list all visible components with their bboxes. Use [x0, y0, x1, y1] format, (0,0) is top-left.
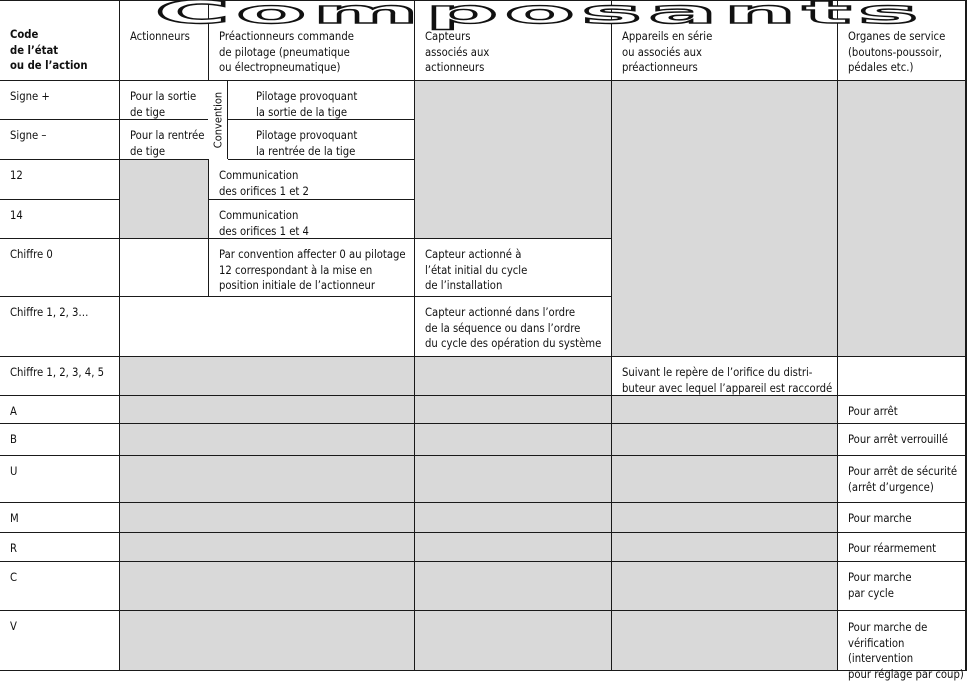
code-chiffre-12345: Chiffre 1, 2, 3, 4, 5: [0, 357, 120, 396]
actprea-gray-B: [120, 424, 415, 456]
convention-label: Convention: [211, 91, 224, 149]
actprea-gray-12345: [120, 357, 415, 396]
organe-V: Pour marche de vérification (intervention pour réglage par coup): [838, 611, 967, 671]
code-C: C: [0, 562, 120, 611]
code-R: R: [0, 533, 120, 562]
preactionneur-signe-plus: Pilotage provoquant la sortie de la tige: [228, 81, 415, 120]
actprea-gray-U: [120, 456, 415, 503]
actprea-gray-V: [120, 611, 415, 671]
header-appareils: Appareils en série ou associés aux préactionneurs: [612, 0, 838, 81]
appareil-gray-U: [612, 456, 838, 503]
capteur-chiffre-123: Capteur actionné dans l’ordre de la séquence ou dans l’ordre du cycle des opération du système: [415, 297, 612, 357]
capteur-gray-M: [415, 503, 612, 533]
organe-C: Pour marche par cycle: [838, 562, 967, 611]
appareil-gray-M: [612, 503, 838, 533]
actionneurs-gray-12-14: [120, 160, 209, 239]
actprea-gray-C: [120, 562, 415, 611]
header-organes: Organes de service (boutons-poussoir, pédales etc.): [838, 0, 967, 81]
appareil-gray-A: [612, 396, 838, 424]
capteur-gray-12345: [415, 357, 612, 396]
code-U: U: [0, 456, 120, 503]
capteur-gray-C: [415, 562, 612, 611]
capteurs-gray-top: [415, 81, 612, 239]
actionneur-signe-plus: Pour la sortie de tige: [120, 81, 209, 120]
appareils-gray-top: [612, 81, 838, 357]
code-M: M: [0, 503, 120, 533]
code-V: V: [0, 611, 120, 671]
capteur-gray-A: [415, 396, 612, 424]
code-chiffre-0: Chiffre 0: [0, 239, 120, 297]
capteur-gray-U: [415, 456, 612, 503]
banner-title: Composants: [155, 0, 925, 31]
actprea-gray-A: [120, 396, 415, 424]
preactionneur-signe-moins: Pilotage provoquant la rentrée de la tige: [228, 120, 415, 160]
code-12: 12: [0, 160, 120, 200]
appareil-chiffre-12345: Suivant le repère de l’orifice du distri- buteur avec lequel l’appareil est raccordé: [612, 357, 838, 396]
appareil-gray-B: [612, 424, 838, 456]
capteur-chiffre-0: Capteur actionné à l’état initial du cycle de l’installation: [415, 239, 612, 297]
capteur-gray-R: [415, 533, 612, 562]
code-A: A: [0, 396, 120, 424]
preactionneur-chiffre-0: Par convention affecter 0 au pilotage 12 correspondant à la mise en position initiale de l’actionneur: [209, 239, 415, 297]
header-actionneurs: Actionneurs: [120, 0, 209, 81]
code-signe-plus: Signe +: [0, 81, 120, 120]
capteur-gray-V: [415, 611, 612, 671]
appareil-gray-C: [612, 562, 838, 611]
appareil-gray-R: [612, 533, 838, 562]
actprea-gray-R: [120, 533, 415, 562]
code-chiffre-123: Chiffre 1, 2, 3…: [0, 297, 120, 357]
code-signe-moins: Signe –: [0, 120, 120, 160]
code-B: B: [0, 424, 120, 456]
header-code: Code de l’état ou de l’action: [0, 0, 120, 81]
capteur-gray-B: [415, 424, 612, 456]
header-preactionneurs: Préactionneurs commande de pilotage (pneumatique ou électropneumatique): [209, 0, 415, 81]
header-capteurs: Capteurs associés aux actionneurs: [415, 0, 612, 81]
organe-A: Pour arrêt: [838, 396, 967, 424]
organe-chiffre-12345: [838, 357, 967, 396]
organe-U: Pour arrêt de sécurité (arrêt d’urgence): [838, 456, 967, 503]
appareil-gray-V: [612, 611, 838, 671]
organes-gray-top: [838, 81, 967, 357]
actprea-gray-M: [120, 503, 415, 533]
actionneur-preactionneur-chiffre-123: [120, 297, 415, 357]
organe-B: Pour arrêt verrouillé: [838, 424, 967, 456]
preactionneur-14: Communication des orifices 1 et 4: [209, 200, 415, 239]
code-14: 14: [0, 200, 120, 239]
actionneur-chiffre-0: [120, 239, 209, 297]
organe-R: Pour réarmement: [838, 533, 967, 562]
organe-M: Pour marche: [838, 503, 967, 533]
actionneur-signe-moins: Pour la rentrée de tige: [120, 120, 209, 160]
convention-label-cell: [208, 81, 228, 159]
preactionneur-12: Communication des orifices 1 et 2: [209, 160, 415, 200]
